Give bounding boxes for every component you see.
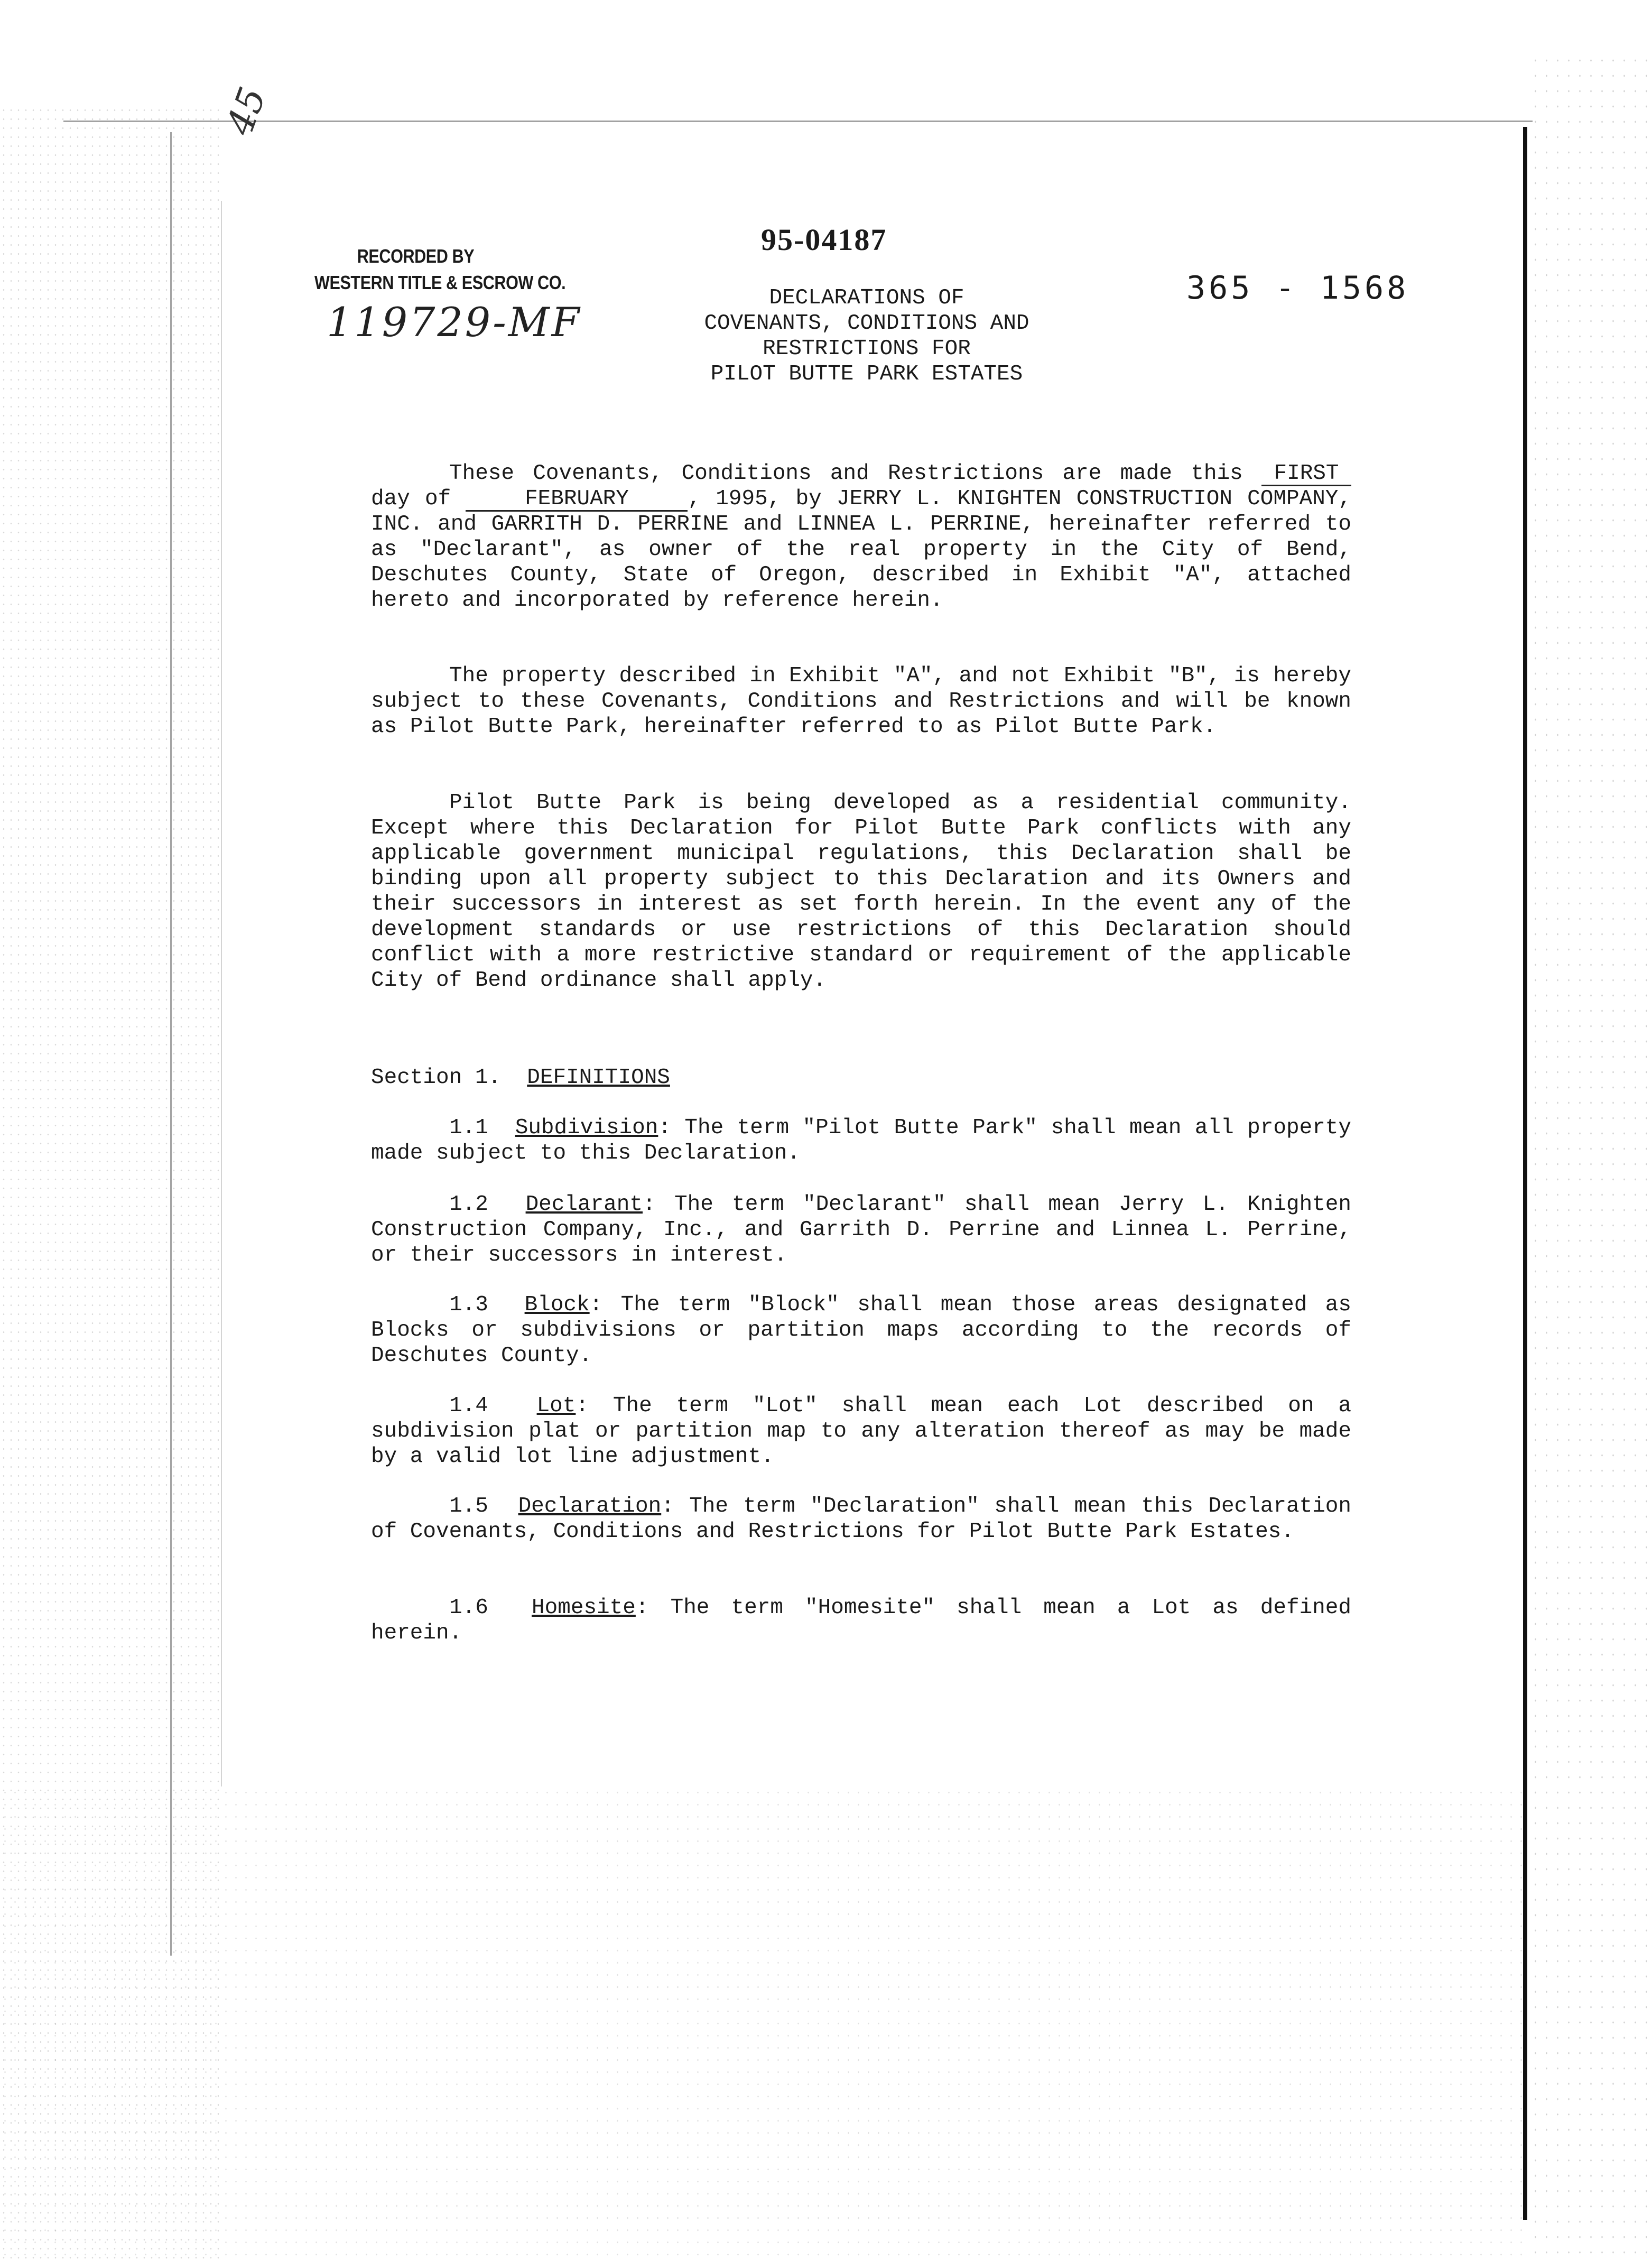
definition-term: Block	[524, 1293, 590, 1317]
definition-item	[371, 1494, 1351, 1544]
definition-text: : The term "Block" shall mean those areas designated as Blocks or subdivisions or partition maps according to the records of Deschutes County.	[371, 1293, 1351, 1368]
month-blank: FEBRUARY	[466, 488, 688, 512]
title-line-2: COVENANTS, CONDITIONS AND	[704, 311, 1029, 336]
day-of-text: day of	[371, 487, 451, 511]
recorded-by-line2: WESTERN TITLE & ESCROW CO.	[314, 272, 566, 293]
definition-term: Homesite	[532, 1596, 636, 1620]
scan-noise-bottom	[0, 1786, 1522, 2259]
intro-sentence-start: These Covenants, Conditions and Restrictions are made this	[449, 461, 1243, 486]
scan-edge-left-inner	[221, 201, 222, 1786]
title-line-3: RESTRICTIONS FOR	[763, 337, 971, 361]
definition-item	[371, 1115, 1351, 1166]
paragraph-3	[371, 790, 1351, 993]
definition-number: 1.3	[449, 1293, 488, 1317]
definition-number: 1.2	[449, 1192, 488, 1217]
definition-item	[371, 1292, 1351, 1368]
scan-edge-left	[170, 132, 172, 1956]
book-page-number: 365 - 1568	[1186, 270, 1409, 307]
definition-term: Lot	[536, 1394, 576, 1418]
recorded-by-stamp	[314, 243, 566, 296]
definition-text: : The term "Declarant" shall mean Jerry L. Knighten Construction Company, Inc., and Garrith D. Perrine and Linnea L. Perrine, or their successors in interest.	[371, 1192, 1351, 1267]
definition-text: : The term "Pilot Butte Park" shall mean all property made subject to this Declaration.	[371, 1116, 1351, 1165]
definition-number: 1.1	[449, 1116, 488, 1140]
paragraph-3-text: Pilot Butte Park is being developed as a residential community. Except where this Declaration for Pilot Butte Park conflicts with any applicable government municipal regulations, this Declaration shall be binding upon all property subject to this Declaration and its Owners and their successors in interest as set forth herein. In the event any of the development standards or use restrictions of this Declaration should conflict with a more restrictive standard or requirement of the applicable City of Bend ordinance shall apply.	[371, 791, 1351, 993]
definition-item	[371, 1192, 1351, 1268]
scan-noise-right	[1530, 53, 1652, 2259]
definition-item	[371, 1595, 1351, 1646]
intro-continuation: , 1995, by JERRY L. KNIGHTEN CONSTRUCTION COMPANY, INC. and GARRITH D. PERRINE and LINNEA L. PERRINE, hereinafter referred to as "Declarant", as owner of the real property in the City of Bend, Deschutes County, State of Oregon, described in Exhibit "A", attached hereto and incorporated by reference herein.	[371, 487, 1352, 613]
document-number: 95-04187	[761, 223, 887, 257]
definition-number: 1.5	[449, 1494, 488, 1519]
section-1-heading	[371, 1065, 1351, 1090]
paragraph-2-text: The property described in Exhibit "A", and not Exhibit "B", is hereby subject to these Covenants, Conditions and Restrictions and will be known as Pilot Butte Park, hereinafter referred to as Pilot Butte Park.	[371, 664, 1351, 739]
intro-paragraph	[371, 461, 1351, 613]
section-title: DEFINITIONS	[527, 1066, 670, 1090]
definition-term: Declaration	[518, 1494, 662, 1519]
scan-edge-top	[63, 121, 1533, 122]
definition-text: : The term "Lot" shall mean each Lot described on a subdivision plat or partition map to any alteration thereof as may be made by a valid lot line adjustment.	[371, 1394, 1351, 1469]
paragraph-2	[371, 663, 1351, 739]
handwritten-file-number: 119729-MF	[327, 299, 582, 346]
day-blank: FIRST	[1261, 462, 1351, 486]
scan-edge-right	[1523, 127, 1527, 2220]
title-line-4: PILOT BUTTE PARK ESTATES	[710, 362, 1023, 386]
section-label: Section 1.	[371, 1066, 502, 1090]
definition-text: : The term "Declaration" shall mean this Declaration of Covenants, Conditions and Restrictions for Pilot Butte Park Estates.	[371, 1494, 1351, 1544]
definition-text: : The term "Homesite" shall mean a Lot as defined herein.	[371, 1596, 1351, 1645]
document-title	[634, 285, 1099, 387]
title-line-1: DECLARATIONS OF	[769, 286, 964, 310]
definition-item	[371, 1393, 1351, 1469]
definition-number: 1.6	[449, 1596, 488, 1620]
handwritten-margin-note: 45	[218, 81, 275, 141]
definition-term: Declarant	[525, 1192, 643, 1217]
recorded-by-line1: RECORDED BY	[357, 245, 475, 267]
definition-number: 1.4	[449, 1394, 488, 1418]
definition-term: Subdivision	[515, 1116, 658, 1140]
